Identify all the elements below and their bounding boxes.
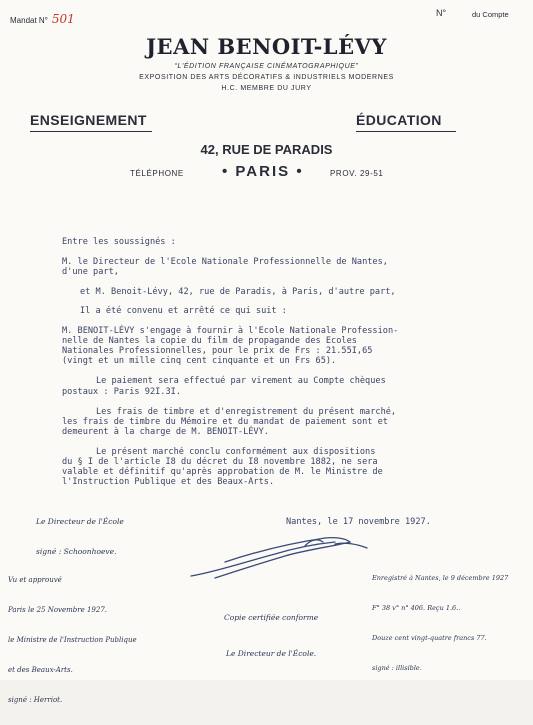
city-name: • PARIS • — [222, 163, 304, 180]
jury-line: H.C. MEMBRE DU JURY — [221, 85, 312, 92]
brand-name: JEAN BENOIT-LÉVY — [146, 34, 387, 59]
body-line: Nationales Professionnelles, pour le prix de Frs : 21.55I,65 — [62, 346, 373, 356]
note-line: signé : illisible. — [372, 664, 422, 672]
date-line: Nantes, le 17 novembre 1927. — [286, 517, 431, 527]
body-line: les frais de timbre du Mémoire et du mandat de paiement sont et — [62, 417, 388, 427]
note-line: signé : Herriot. — [8, 696, 63, 704]
phone-label: TÉLÉPHONE — [130, 169, 184, 178]
heading-enseignement: ENSEIGNEMENT — [30, 112, 147, 128]
mandat-label: Mandat N° — [10, 16, 48, 25]
body-line: (vingt et un mille cinq cent cinquante et un Frs 65). — [62, 356, 337, 366]
note-line: Copie certifiée conforme — [224, 613, 319, 622]
body-line: M. le Directeur de l'Ecole Nationale Professionnelle de Nantes, — [62, 257, 388, 267]
note-line: Paris le 25 Novembre 1927. — [8, 606, 108, 614]
note-line: Enregistré à Nantes, le 9 décembre 1927 — [372, 574, 509, 582]
body-line: d'une part, — [62, 267, 119, 277]
body-line: nelle de Nantes la copie du film de propagande des Ecoles — [62, 336, 357, 346]
heading-education: ÉDUCATION — [356, 112, 442, 128]
note-line: Le Directeur de l'École. — [225, 649, 317, 658]
exposition-line: EXPOSITION DES ARTS DÉCORATIFS & INDUSTRIELS MODERNES — [139, 74, 394, 81]
letterhead — [0, 34, 533, 94]
signature-mark — [185, 532, 375, 584]
body-line: M. BENOIT-LÉVY s'engage à fournir à l'Ecole Nationale Profession- — [62, 326, 399, 336]
body-line: et M. Benoit-Lévy, 42, rue de Paradis, à Paris, d'autre part, — [80, 287, 396, 297]
body-line: du § I de l'article I8 du décret du I8 novembre 1882, ne sera — [62, 457, 378, 467]
note-line: signé : Schoonhoeve. — [36, 547, 117, 556]
note-line: et des Beaux-Arts. — [8, 666, 73, 674]
body-line: Les frais de timbre et d'enregistrement du présent marché, — [96, 407, 397, 417]
number-sign: N° — [436, 8, 447, 18]
body-line: Entre les soussignés : — [62, 237, 176, 247]
body-line: demeurent à la charge de M. BENOIT-LÉVY. — [62, 427, 269, 437]
registration-note — [372, 553, 508, 693]
mandat-number: 501 — [51, 12, 75, 26]
note-line: Vu et approuvé — [8, 576, 62, 584]
compte-label: du Compte — [472, 10, 509, 19]
approval-note — [8, 555, 137, 725]
body-line: Le présent marché conclu conformément aux dispositions — [96, 447, 376, 457]
note-line: F° 38 v° n° 406. Reçu 1.6.. — [372, 604, 461, 612]
underline-right — [356, 131, 456, 132]
street-address: 42, RUE DE PARADIS — [200, 142, 333, 157]
underline-left — [30, 131, 152, 132]
certified-copy-note — [224, 588, 318, 684]
phone-number: PROV. 29-51 — [330, 169, 384, 178]
note-line: le Ministre de l'Instruction Publique — [8, 636, 137, 644]
note-line: Le Directeur de l'École — [36, 517, 124, 526]
body-line: postaux : Paris 92I.3I. — [62, 387, 181, 397]
mandat-field — [10, 12, 75, 26]
body-line: l'Instruction Publique et des Beaux-Arts. — [62, 477, 275, 487]
body-line: valable et définitif qu'après approbation de M. le Ministre de — [62, 467, 383, 477]
body-line: Le paiement sera effectué par virement au Compte chèques — [96, 376, 386, 386]
tagline: “L'ÉDITION FRANÇAISE CINÉMATOGRAPHIQUE” — [174, 63, 359, 70]
note-line: Douze cent vingt-quatre francs 77. — [372, 634, 487, 642]
body-line: Il a été convenu et arrêté ce qui suit : — [80, 306, 287, 316]
